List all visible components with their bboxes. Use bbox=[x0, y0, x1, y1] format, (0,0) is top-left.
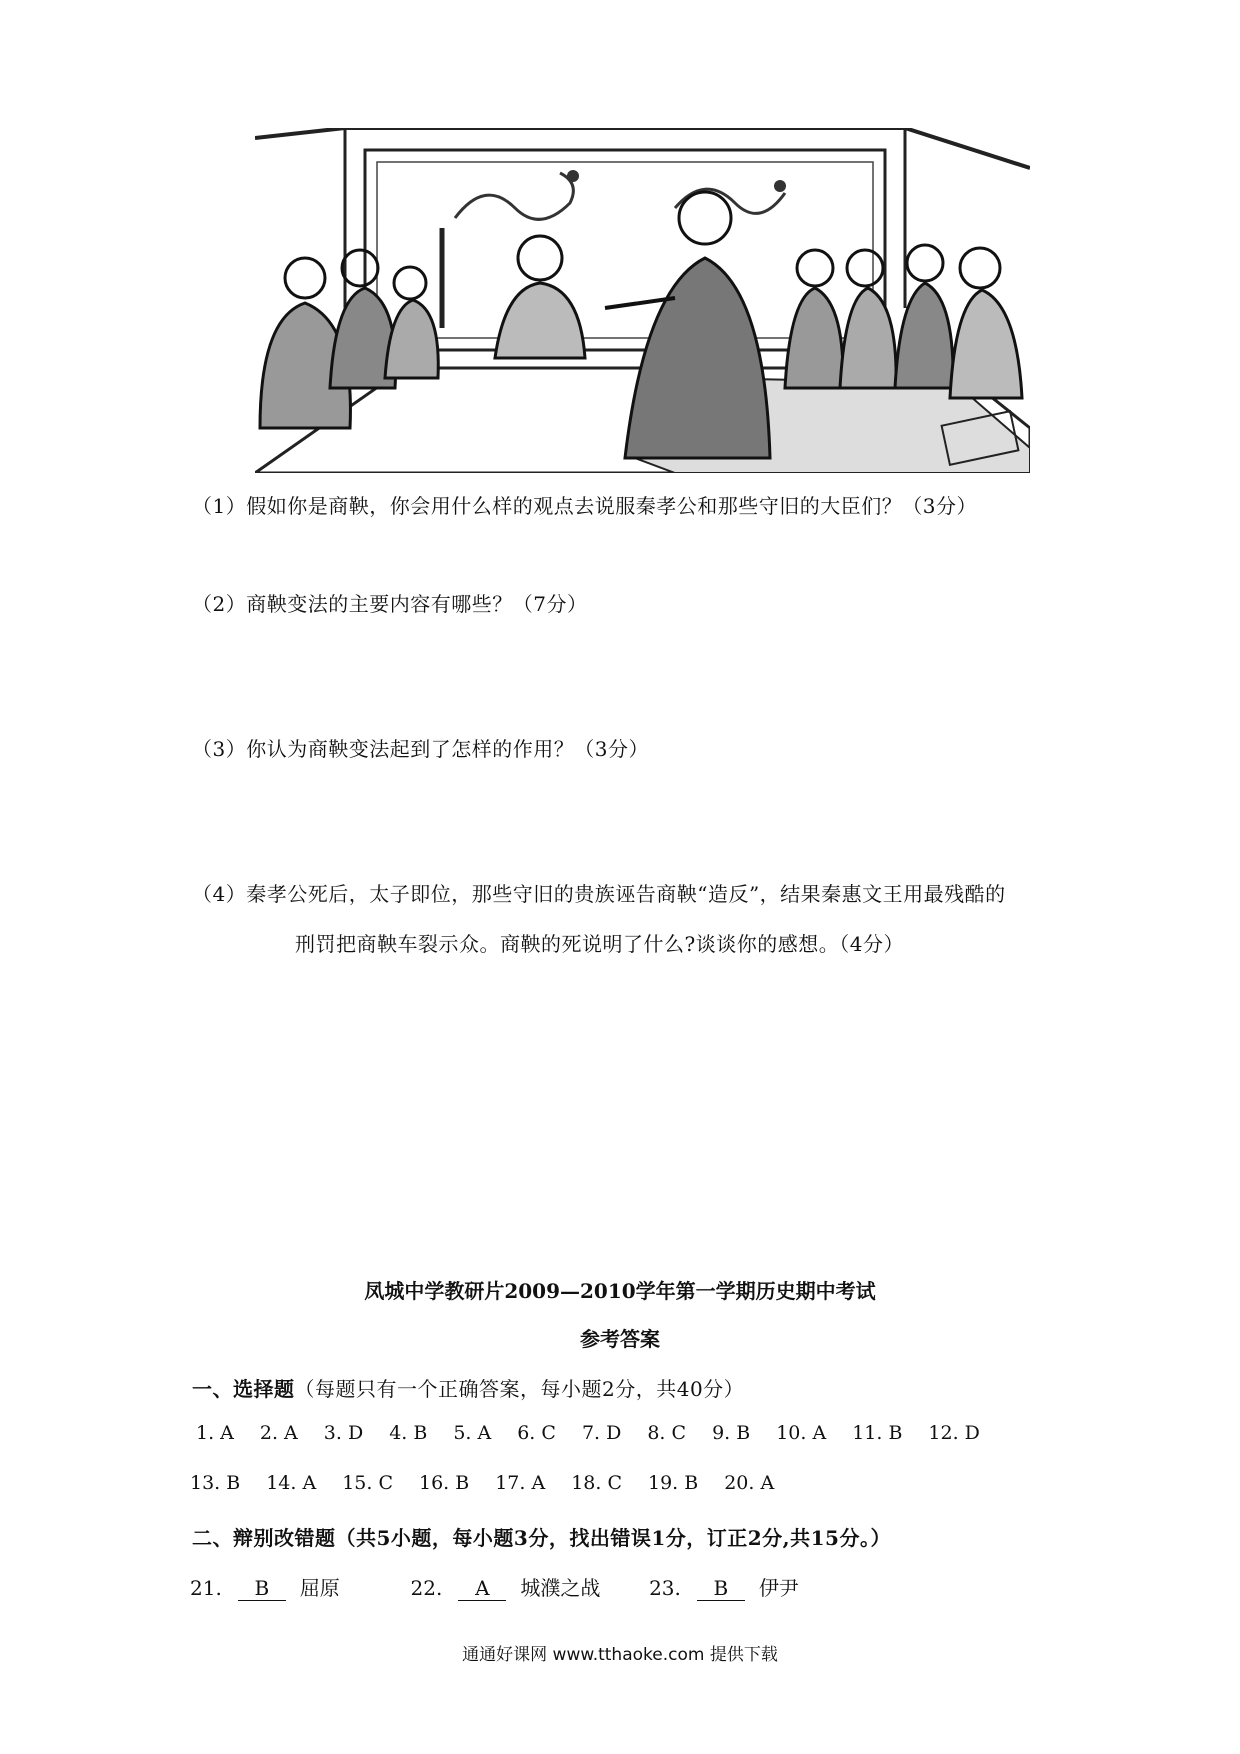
question-1: （1）假如你是商鞅，你会用什么样的观点去说服秦孝公和那些守旧的大臣们？（3分） bbox=[192, 494, 977, 518]
page-footer: 通通好课网 www.tthaoke.com 提供下载 bbox=[462, 1645, 778, 1665]
mc-answer: 9. B bbox=[712, 1422, 751, 1444]
mc-answer: 16. B bbox=[419, 1472, 470, 1494]
mc-answer: 15. C bbox=[342, 1472, 393, 1494]
mc-answer: 3. D bbox=[323, 1422, 364, 1444]
fill-answer-21-text: 屈原 bbox=[299, 1576, 340, 1600]
mc-answer: 10. A bbox=[776, 1422, 827, 1444]
mc-answers-row-1 bbox=[196, 1422, 1006, 1444]
question-3: （3）你认为商鞅变法起到了怎样的作用？（3分） bbox=[192, 737, 649, 761]
mc-answer: 4. B bbox=[389, 1422, 428, 1444]
fill-answer-23-number: 23. bbox=[649, 1576, 681, 1600]
mc-answer: 12. D bbox=[928, 1422, 980, 1444]
mc-answers-row-2 bbox=[190, 1472, 800, 1494]
mc-answer: 2. A bbox=[259, 1422, 298, 1444]
question-4-line-1: （4）秦孝公死后，太子即位，那些守旧的贵族诬告商鞅“造反”，结果秦惠文王用最残酷的 bbox=[192, 882, 1006, 906]
fill-answers-row bbox=[190, 1572, 799, 1601]
section-1-heading: 一、选择题 bbox=[192, 1377, 295, 1401]
fill-answer-23-letter: B bbox=[697, 1576, 745, 1601]
mc-answer: 19. B bbox=[648, 1472, 699, 1494]
mc-answer: 11. B bbox=[852, 1422, 903, 1444]
section-1-header bbox=[192, 1373, 744, 1402]
mc-answer: 13. B bbox=[190, 1472, 241, 1494]
section-1-note: （每题只有一个正确答案，每小题2分，共40分） bbox=[294, 1377, 745, 1401]
mc-answer: 1. A bbox=[196, 1422, 234, 1444]
fill-answer-21-letter: B bbox=[238, 1576, 286, 1601]
mc-answer: 14. A bbox=[266, 1472, 317, 1494]
answer-key-title: 凤城中学教研片2009—2010学年第一学期历史期中考试 bbox=[364, 1279, 876, 1303]
answer-key-subtitle: 参考答案 bbox=[580, 1327, 660, 1351]
mc-answer: 7. D bbox=[581, 1422, 622, 1444]
fill-answer-22-letter: A bbox=[458, 1576, 506, 1601]
fill-answer-23-text: 伊尹 bbox=[758, 1576, 799, 1600]
question-2: （2）商鞅变法的主要内容有哪些？（7分） bbox=[192, 592, 588, 616]
mc-answer: 18. C bbox=[571, 1472, 622, 1494]
mc-answer: 5. A bbox=[453, 1422, 492, 1444]
fill-answer-22-number: 22. bbox=[410, 1576, 443, 1600]
fill-answer-21-number: 21. bbox=[190, 1576, 222, 1600]
fill-answer-22-text: 城濮之战 bbox=[520, 1576, 601, 1600]
mc-answer: 20. A bbox=[724, 1472, 775, 1494]
mc-answer: 8. C bbox=[647, 1422, 687, 1444]
mc-answer: 6. C bbox=[517, 1422, 556, 1444]
court-scene-illustration bbox=[255, 128, 1030, 473]
section-2-heading: 二、辩别改错题（共5小题，每小题3分，找出错误1分，订正2分,共15分。） bbox=[192, 1526, 891, 1550]
question-4-line-2: 刑罚把商鞅车裂示众。商鞅的死说明了什么?谈谈你的感想。（4分） bbox=[295, 932, 904, 956]
mc-answer: 17. A bbox=[495, 1472, 546, 1494]
